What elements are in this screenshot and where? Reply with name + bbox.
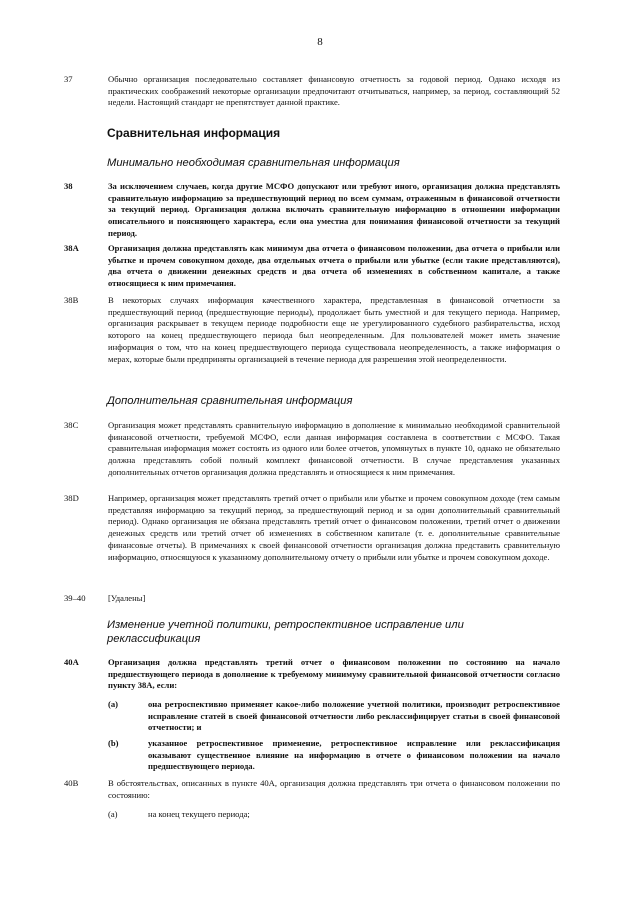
- paragraph-number: 38B: [64, 295, 79, 305]
- paragraph-38: [64, 181, 560, 240]
- paragraph-38a: [64, 243, 560, 290]
- paragraph-37: [64, 74, 560, 109]
- paragraph-number: 37: [64, 74, 73, 84]
- item-text: на конец текущего периода;: [148, 809, 250, 819]
- paragraph-39-40: [64, 593, 560, 605]
- item-label: (b): [108, 738, 119, 748]
- paragraph-number: 38A: [64, 243, 79, 253]
- paragraph-number: 38D: [64, 493, 79, 503]
- paragraph-40a: [64, 657, 560, 692]
- paragraph-text: За исключением случаев, когда другие МСФО допускают или требуют иного, организация должна представлять сравнительную информацию за предшествующий период по всем суммам, отраженным в финансовой отчетности за текущий период. Организация должна включать сравнительную информацию в отношении информации описательного и поясняющего характера, если она уместна для понимания финансовой отчетности за текущий период.: [108, 181, 560, 238]
- heading-changes-in-accounting-policy: Изменение учетной политики, ретроспективное исправление или реклассификация: [107, 619, 464, 645]
- paragraph-number: 39–40: [64, 593, 86, 603]
- paragraph-text: В некоторых случаях информация качественного характера, представленная в финансовой отчетности за предшествующий период (предшествующие периоды), продолжает быть уместной и для текущего периода. Например, организация раскрывает в текущем периоде подробности еще не урегулированного судебного разбирательства, исход которого на конец предшествующего периода был неопределенным. Для пользователей может иметь значение информация о том, что на конец предшествующего периода существовала неопределенность, а также информация о мерах, которые были предприняты организацией в течение периода для разрешения этой неопределенности.: [108, 295, 560, 364]
- paragraph-number: 38: [64, 181, 73, 191]
- paragraph-text: [Удалены]: [108, 593, 146, 603]
- paragraph-text: Например, организация может представлять третий отчет о прибыли или убытке и прочем совокупном доходе (тем самым представляя информацию за текущий период, за предшествующий период и за один дополнительный сравнительный период). Однако организация не обязана представлять третий отчет о финансовом положении, третий отчет о движении денежных средств или третий отчет об изменениях в собственном капитале (т. е. дополнительные сравнительные финансовые отчеты). В примечаниях к своей финансовой отчетности организация должна представить сравнительную информацию, относящуюся к указанному дополнительному отчету о прибыли или убытке и прочем совокупном доходе.: [108, 493, 560, 562]
- paragraph-number: 40A: [64, 657, 79, 667]
- item-label: (a): [108, 809, 118, 819]
- item-text: указанное ретроспективное применение, ретроспективное исправление или реклассификация оказывают существенное влияние на информацию в отчете о финансовом положении на начало предшествующего периода.: [148, 738, 560, 772]
- paragraph-text: Организация может представлять сравнительную информацию в дополнение к минимально необходимой сравнительной финансовой отчетности, требуемой МСФО, если данная информация составлена в соответствии с МСФО. Такая сравнительная информация может состоять из одного или более отчетов, упомянутых в пункте 10, однако не обязательно должна представлять собой полный комплект финансовой отчетности. В случае представления указанных дополнительных отчетов организация должна представлять и относящиеся к ним примечания.: [108, 420, 560, 477]
- item-label: (a): [108, 699, 119, 709]
- paragraph-text: Обычно организация последовательно составляет финансовую отчетность за годовой период. Однако исходя из практических соображений некоторые организации предпочитают отчитываться, например, за период, составляющий 52 недели. Настоящий стандарт не препятствует данной практике.: [108, 74, 560, 108]
- paragraph-text: Организация должна представлять как минимум два отчета о финансовом положении, два отчета о прибыли или убытке и прочем совокупном доходе, два отдельных отчета о прибыли или убытке (если такие представляются), два отчета о движении денежных средств и два отчета об изменениях в собственном капитале, а также относящиеся к ним примечания.: [108, 243, 560, 289]
- paragraph-number: 40B: [64, 778, 79, 788]
- paragraph-38c: [64, 420, 560, 479]
- paragraph-38d: [64, 493, 560, 563]
- paragraph-40b-item-a: [108, 809, 560, 821]
- heading-additional-comparative-information: Дополнительная сравнительная информация: [107, 395, 353, 407]
- page-number: 8: [317, 36, 323, 48]
- paragraph-text: В обстоятельствах, описанных в пункте 40A, организация должна представлять три отчета о финансовом положении по состоянию:: [108, 778, 560, 800]
- heading-minimum-comparative-information: Минимально необходимая сравнительная информация: [107, 157, 400, 169]
- paragraph-text: Организация должна представлять третий отчет о финансовом положении по состоянию на начало предшествующего периода в дополнение к требуемому минимуму сравнительной финансовой отчетности согласно пункту 38A, если:: [108, 657, 560, 691]
- paragraph-40a-item-a: [108, 699, 560, 734]
- paragraph-40b: [64, 778, 560, 801]
- paragraph-40a-item-b: [108, 738, 560, 773]
- heading-comparative-information: Сравнительная информация: [107, 126, 281, 140]
- paragraph-number: 38C: [64, 420, 79, 430]
- item-text: она ретроспективно применяет какое-либо положение учетной политики, производит ретроспективное исправление статей в своей финансовой отчетности либо реклассифицирует статьи в своей финансовой отчетности; и: [148, 699, 560, 733]
- paragraph-38b: [64, 295, 560, 365]
